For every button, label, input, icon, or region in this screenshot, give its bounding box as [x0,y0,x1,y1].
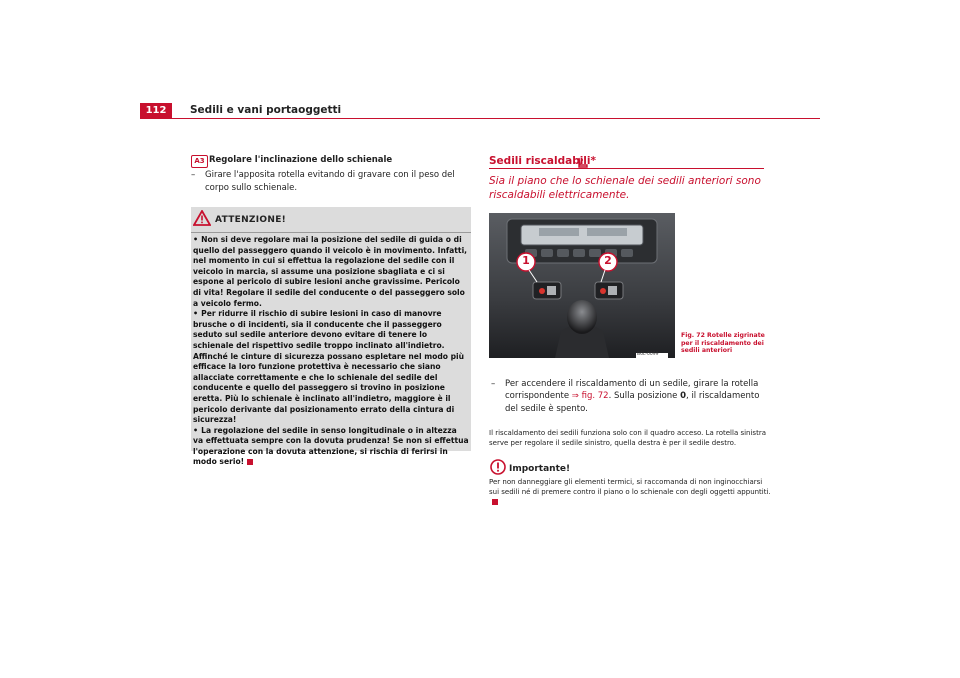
step-marker: A3 [191,155,208,168]
step-heading: Regolare l'inclinazione dello schienale [209,155,393,165]
figure-caption: Fig. 72 Rotelle zigrinate per il riscaldamento dei sedili anteriori [681,332,765,355]
warning-item: • La regolazione del sedile in senso longitudinale o in altezza va effettuata sempre con la dovuta prudenza! Se non si effettua l'operazione con la dovuta attenzione, si rischia di ferirsi in modo serio! [193,425,469,467]
dashboard-figure [489,213,675,358]
warning-item: • Non si deve regolare mai la posizione del sedile di guida o di quello del passeggero quando il veicolo è in movimento. Infatti, nel momento in cui si effettua la regolazione del sedile con il veicolo in marcia, si assume una posizione sbagliata e ci si espone al pericolo di subire lesioni anche gravissime. Pericolo di vita! Regolare il sedile del conducente o del passeggero solo a veicolo fermo. [193,235,468,308]
end-marker-icon [247,459,253,465]
instruction-text: Per accendere il riscaldamento di un sedile, girare la rotella corrispondente ⇒ fig. 72. Sulla posizione 0, il riscaldamento del sedile è spento. [505,379,760,414]
figure-callout-1: 1 [522,254,530,267]
figure-reference-link[interactable]: ⇒ fig. 72 [571,391,609,402]
header-title: Sedili e vani portaoggetti [190,104,342,116]
warning-triangle-icon [193,210,211,230]
header-rule [172,118,820,119]
step-dash: – [191,170,196,180]
important-title: Importante! [509,464,571,474]
figure-code: B6L-0099 [637,352,659,357]
important-text: Per non danneggiare gli elementi termici, si raccomanda di non inginocchiarsi sui sedili né di premere contro il piano o lo schienale con degli oggetti appuntiti. [489,477,771,507]
instruction [491,378,771,415]
section-intro: Sia il piano che lo schienale dei sedili anteriori sono riscaldabili elettricamente. [489,175,761,201]
section-heading: Sedili riscaldabili* [489,155,596,167]
warning-item: • Per ridurre il rischio di subire lesioni in caso di manovre brusche o di incidenti, sia il conducente che il passeggero seduto sul sedile anteriore devono evitare di tenere lo schienale del rispettivo sedile troppo inclinato all'indietro. Affinché le cinture di sicurezza possano espletare nel modo più efficace la loro funzione protettiva è necessario che siano allacciate correttamente e che lo schienale del sedile del conducente e quello del passeggero si trovino in posizione eretta. Più lo schienale è inclinato all'indietro, maggiore è il pericolo derivante dal posizionamento errato della cintura di sicurezza! [193,309,465,425]
warning-divider [191,232,471,233]
step-instruction [191,169,469,195]
note-text: Il riscaldamento dei sedili funziona solo con il quadro acceso. La rotella sinistra serve per regolare il sedile sinistro, quella destra è per il sedile destro. [489,429,766,447]
step-instruction-text: Girare l'apposita rotella evitando di gravare con il peso del corpo sullo schienale. [205,170,455,193]
instruction-dash: – [491,379,496,389]
section-rule [489,168,764,169]
important-icon [490,459,506,479]
end-marker-icon [492,499,498,505]
heated-seat-icon [576,154,590,173]
figure-callout-2: 2 [604,254,612,267]
page-number: 112 [145,105,167,116]
warning-body [193,235,469,468]
warning-title: ATTENZIONE! [215,215,287,225]
